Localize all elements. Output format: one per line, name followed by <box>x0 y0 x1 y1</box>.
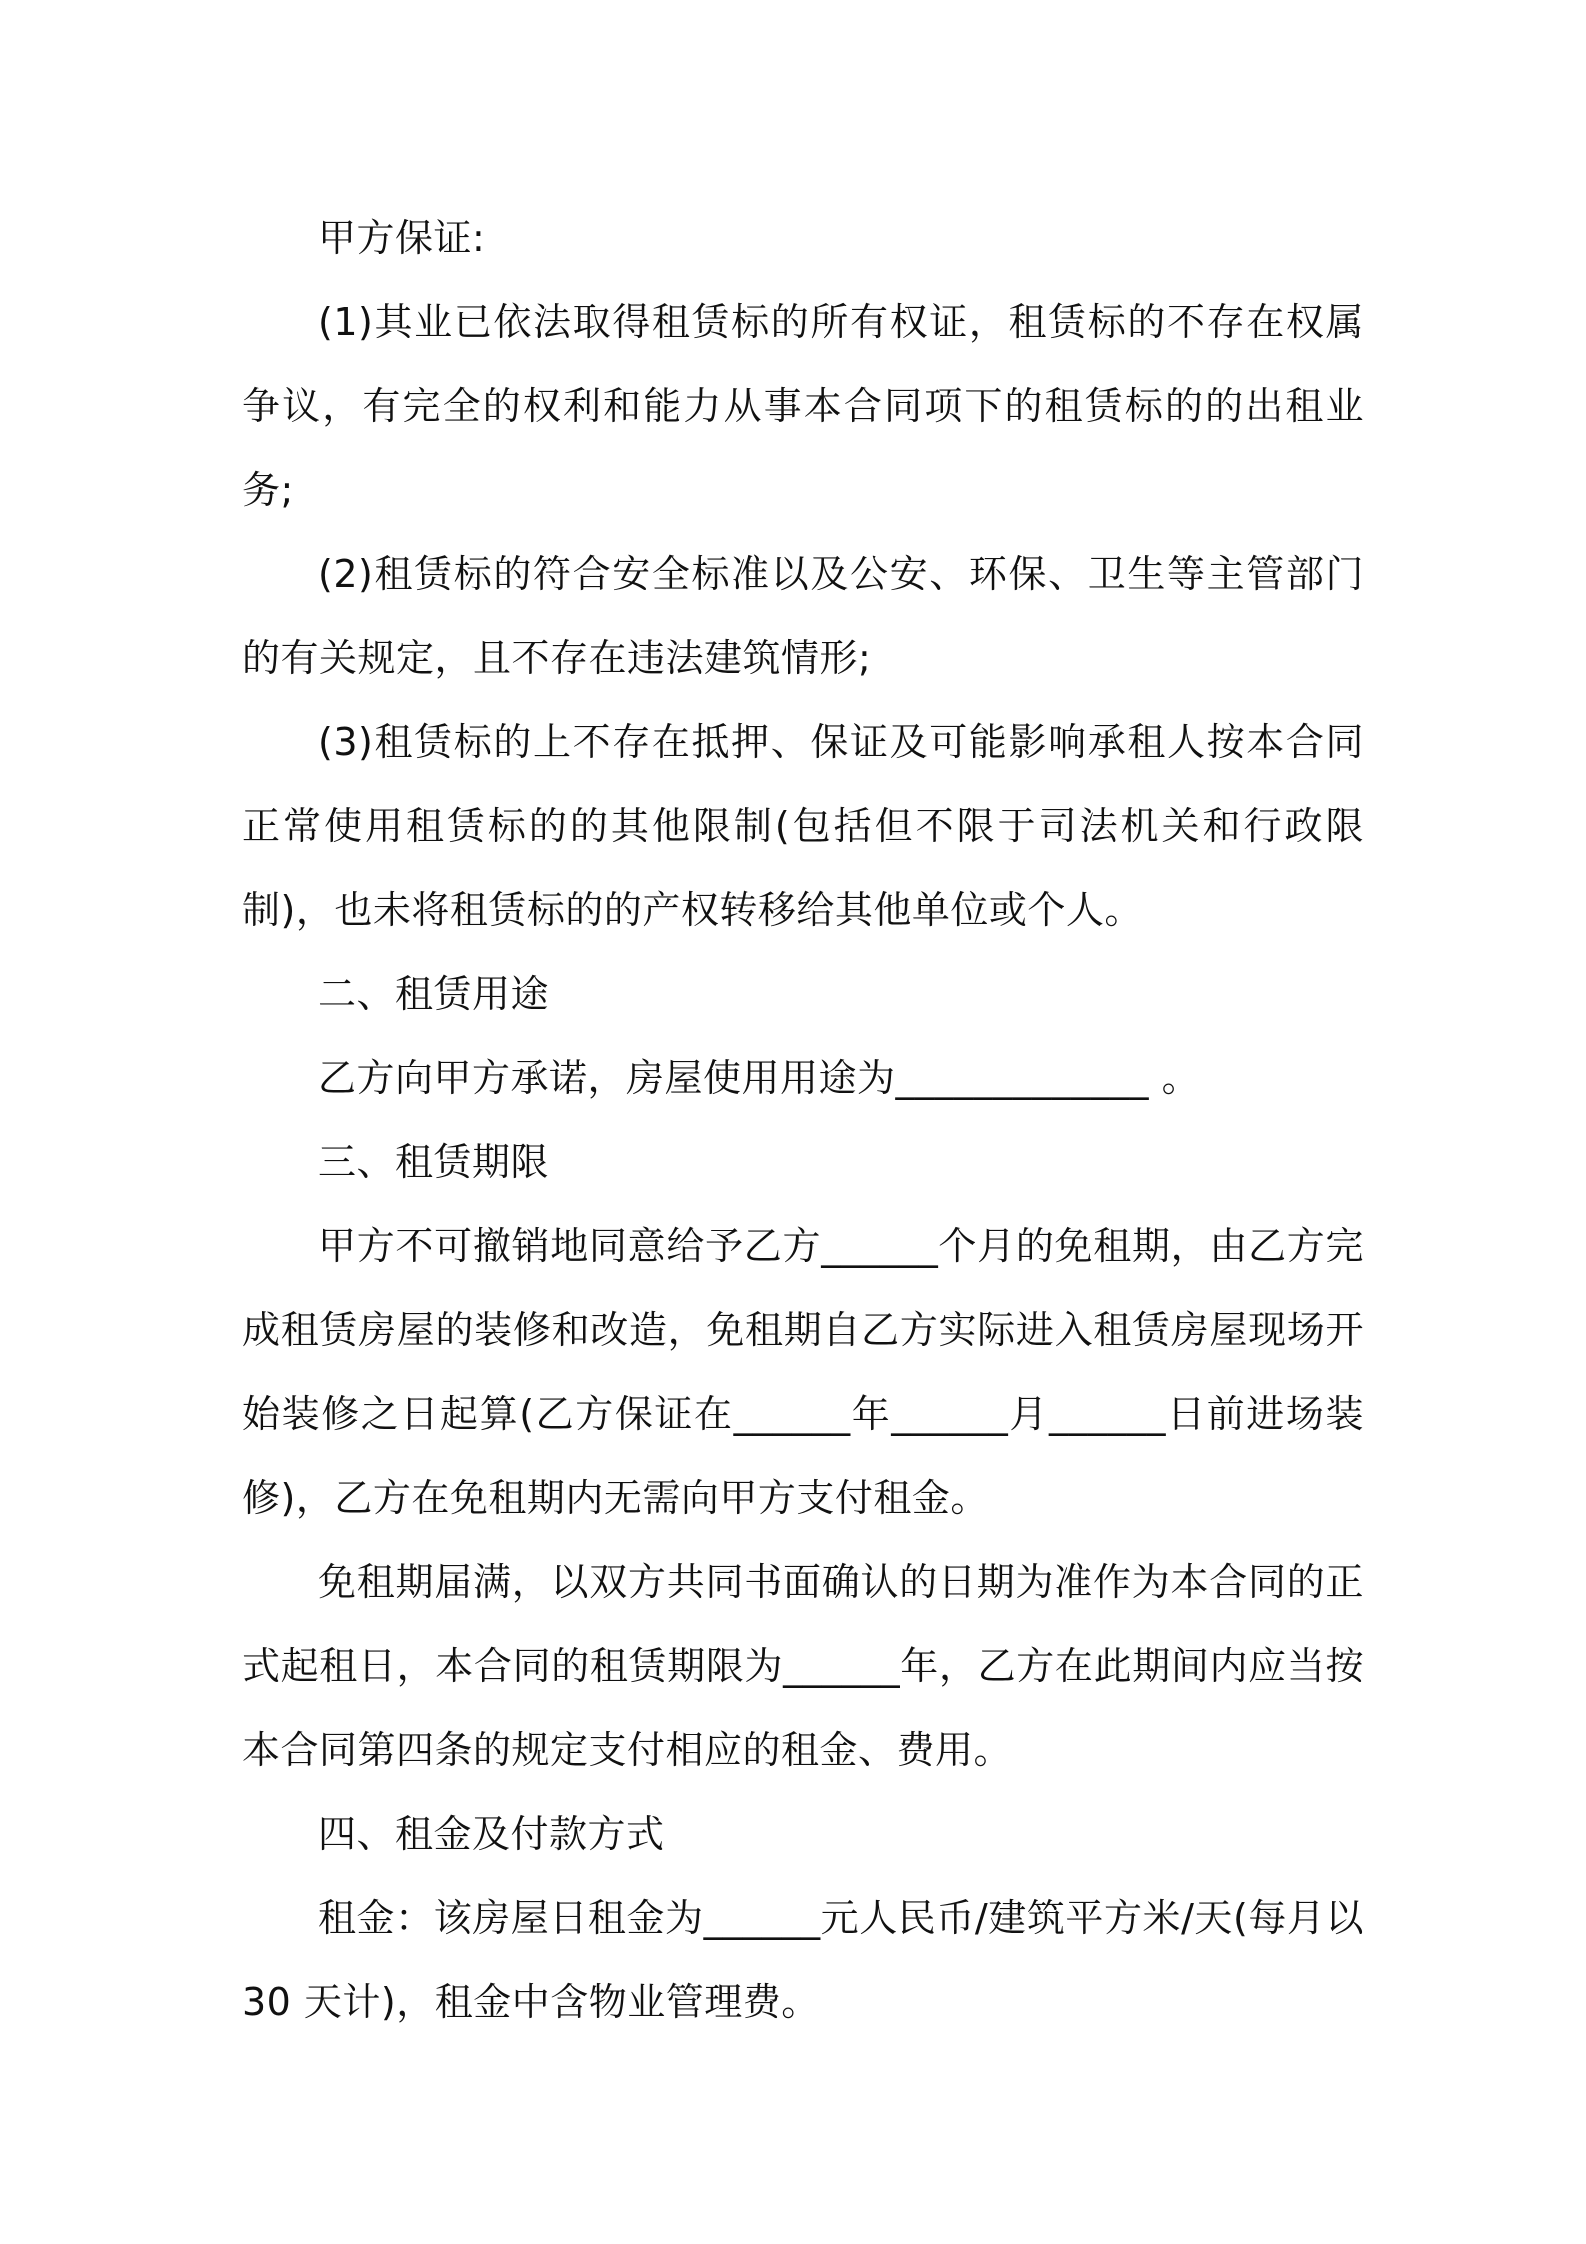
guarantee-clause-1: (1)其业已依法取得租赁标的所有权证，租赁标的不存在权属争议，有完全的权利和能力从事本合同项下的租赁标的的出租业务; <box>242 300 1364 512</box>
section-heading-term: 三、租赁期限 <box>318 1140 550 1184</box>
guarantee-clause-2: (2)租赁标的符合安全标准以及公安、环保、卫生等主管部门的有关规定，且不存在违法建筑情形; <box>242 552 1364 680</box>
rent-paragraph: 租金：该房屋日租金为______元人民币/建筑平方米/天(每月以 30 天计)，租金中含物业管理费。 <box>242 1896 1364 2024</box>
section-heading-purpose: 二、租赁用途 <box>318 972 550 1016</box>
purpose-paragraph: 乙方向甲方承诺，房屋使用用途为_____________ 。 <box>318 1056 1201 1100</box>
section-heading-rent: 四、租金及付款方式 <box>318 1812 665 1856</box>
rent-free-period-paragraph: 甲方不可撤销地同意给予乙方______个月的免租期，由乙方完成租赁房屋的装修和改造，免租期自乙方实际进入租赁房屋现场开始装修之日起算(乙方保证在______年______月______日前进场装修)，乙方在免租期内无需向甲方支付租金。 <box>242 1224 1364 1520</box>
guarantee-heading: 甲方保证: <box>318 216 486 260</box>
lease-term-paragraph: 免租期届满，以双方共同书面确认的日期为准作为本合同的正式起租日，本合同的租赁期限为______年，乙方在此期间内应当按本合同第四条的规定支付相应的租金、费用。 <box>242 1560 1364 1772</box>
document-body <box>242 196 1364 2044</box>
guarantee-clause-3: (3)租赁标的上不存在抵押、保证及可能影响承租人按本合同正常使用租赁标的的其他限制(包括但不限于司法机关和行政限制)，也未将租赁标的的产权转移给其他单位或个人。 <box>242 720 1364 932</box>
